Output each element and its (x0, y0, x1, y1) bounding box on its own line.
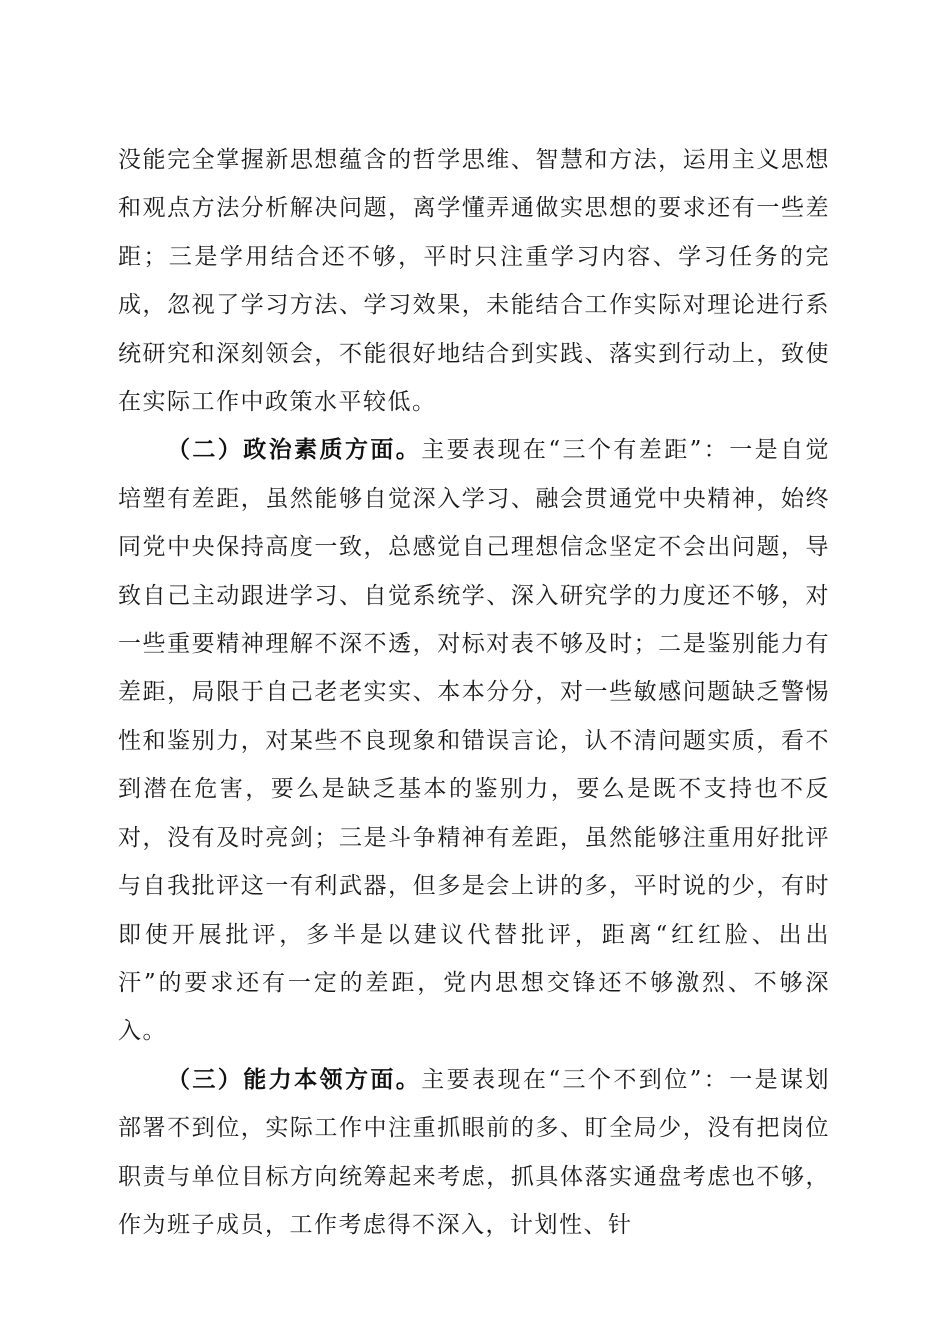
section-heading: （三）能力本领方面。 (167, 1065, 422, 1093)
paragraph-political-quality (118, 426, 830, 1055)
paragraph-text: 没能完全掌握新思想蕴含的哲学思维、智慧和方法，运用主义思想和观点方法分析解决问题，离学懂弄通做实思想的要求还有一些差距；三是学用结合还不够，平时只注重学习内容、学习任务的完成，忽视了学习方法、学习效果，未能结合工作实际对理论进行系统研究和深刻领会，不能很好地结合到实践、落实到行动上，致使在实际工作中政策水平较低。 (118, 147, 830, 416)
paragraph-ability-skills (118, 1056, 830, 1250)
paragraph-continuation (118, 136, 830, 426)
section-heading: （二）政治素质方面。 (167, 436, 422, 464)
document-body (118, 136, 830, 1249)
paragraph-text: 主要表现在“三个有差距”：一是自觉培塑有差距，虽然能够自觉深入学习、融会贯通党中央精神，始终同党中央保持高度一致，总感觉自己理想信念坚定不会出问题，导致自己主动跟进学习、自觉系统学、深入研究学的力度还不够，对一些重要精神理解不深不透，对标对表不够及时；二是鉴别能力有差距，局限于自己老老实实、本本分分，对一些敏感问题缺乏警惕性和鉴别力，对某些不良现象和错误言论，认不清问题实质，看不到潜在危害，要么是缺乏基本的鉴别力，要么是既不支持也不反对，没有及时亮剑；三是斗争精神有差距，虽然能够注重用好批评与自我批评这一有利武器，但多是会上讲的多，平时说的少，有时即使开展批评，多半是以建议代替批评，距离“红红脸、出出汗”的要求还有一定的差距，党内思想交锋还不够激烈、不够深入。 (118, 437, 830, 1045)
paragraph-text: 主要表现在“三个不到位”：一是谋划部署不到位，实际工作中注重抓眼前的多、盯全局少，没有把岗位职责与单位目标方向统筹起来考虑，抓具体落实通盘考虑也不够，作为班子成员，工作考虑得不深入，计划性、针 (118, 1066, 830, 1238)
